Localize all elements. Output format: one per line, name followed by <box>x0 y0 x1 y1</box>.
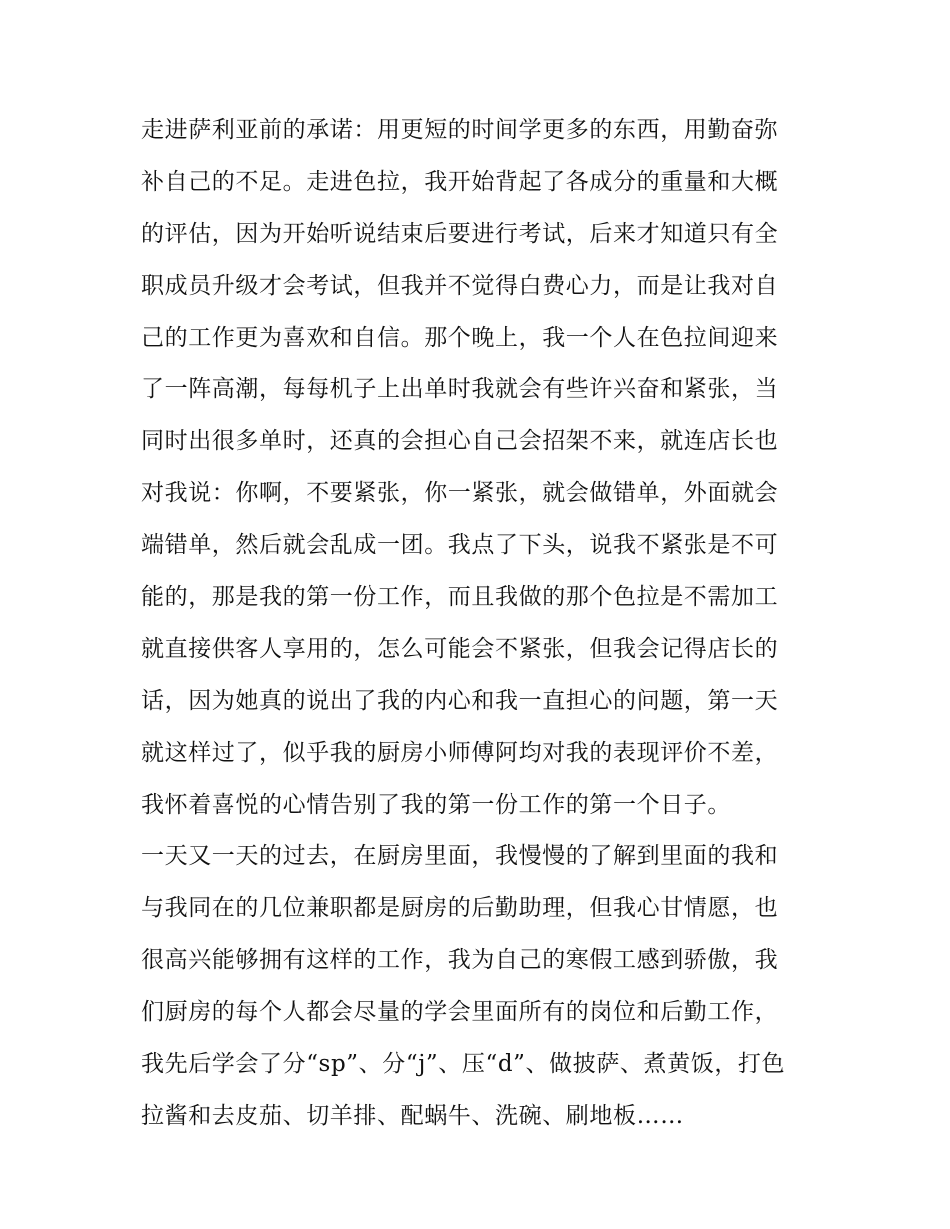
text-line: 己的工作更为喜欢和自信。那个晚上，我一个人在色拉间迎来 <box>141 324 779 351</box>
text-line: 端错单，然后就会乱成一团。我点了下头，说我不紧张是不可 <box>141 532 779 559</box>
text-line: 补自己的不足。走进色拉，我开始背起了各成分的重量和大概 <box>141 168 779 195</box>
text-line: 我怀着喜悦的心情告别了我的第一份工作的第一个日子。 <box>141 791 731 818</box>
text-line: 走进萨利亚前的承诺：用更短的时间学更多的东西，用勤奋弥 <box>141 117 779 143</box>
text-line: 就直接供客人享用的，怎么可能会不紧张，但我会记得店长的 <box>141 635 779 662</box>
text-line: 对我说：你啊，不要紧张，你一紧张，就会做错单，外面就会 <box>141 480 779 507</box>
text-line: 话，因为她真的说出了我的内心和我一直担心的问题，第一天 <box>141 687 779 714</box>
text-line: 职成员升级才会考试，但我并不觉得白费心力，而是让我对自 <box>141 272 779 299</box>
text-line: 与我同在的几位兼职都是厨房的后勤助理，但我心甘情愿，也 <box>141 895 779 922</box>
text-line: 们厨房的每个人都会尽量的学会里面所有的岗位和后勤工作， <box>141 999 779 1026</box>
text-line: 同时出很多单时，还真的会担心自己会招架不来，就连店长也 <box>141 428 779 455</box>
text-line: 很高兴能够拥有这样的工作，我为自己的寒假工感到骄傲，我 <box>141 947 779 974</box>
text-line: 的评估，因为开始听说结束后要进行考试，后来才知道只有全 <box>141 220 779 247</box>
text-line: 了一阵高潮，每每机子上出单时我就会有些许兴奋和紧张，当 <box>141 376 779 403</box>
text-line: 能的，那是我的第一份工作，而且我做的那个色拉是不需加工 <box>141 584 779 611</box>
document-body <box>141 105 821 1143</box>
text-line: 就这样过了，似乎我的厨房小师傅阿均对我的表现评价不差， <box>141 739 779 766</box>
text-line: 拉酱和去皮茄、切羊排、配蜗牛、洗碗、刷地板…… <box>141 1102 684 1129</box>
text-line: 我先后学会了分“sp”、分“j”、压“d”、做披萨、煮黄饭，打色 <box>141 1051 786 1078</box>
text-line: 一天又一天的过去，在厨房里面，我慢慢的了解到里面的我和 <box>141 843 779 870</box>
